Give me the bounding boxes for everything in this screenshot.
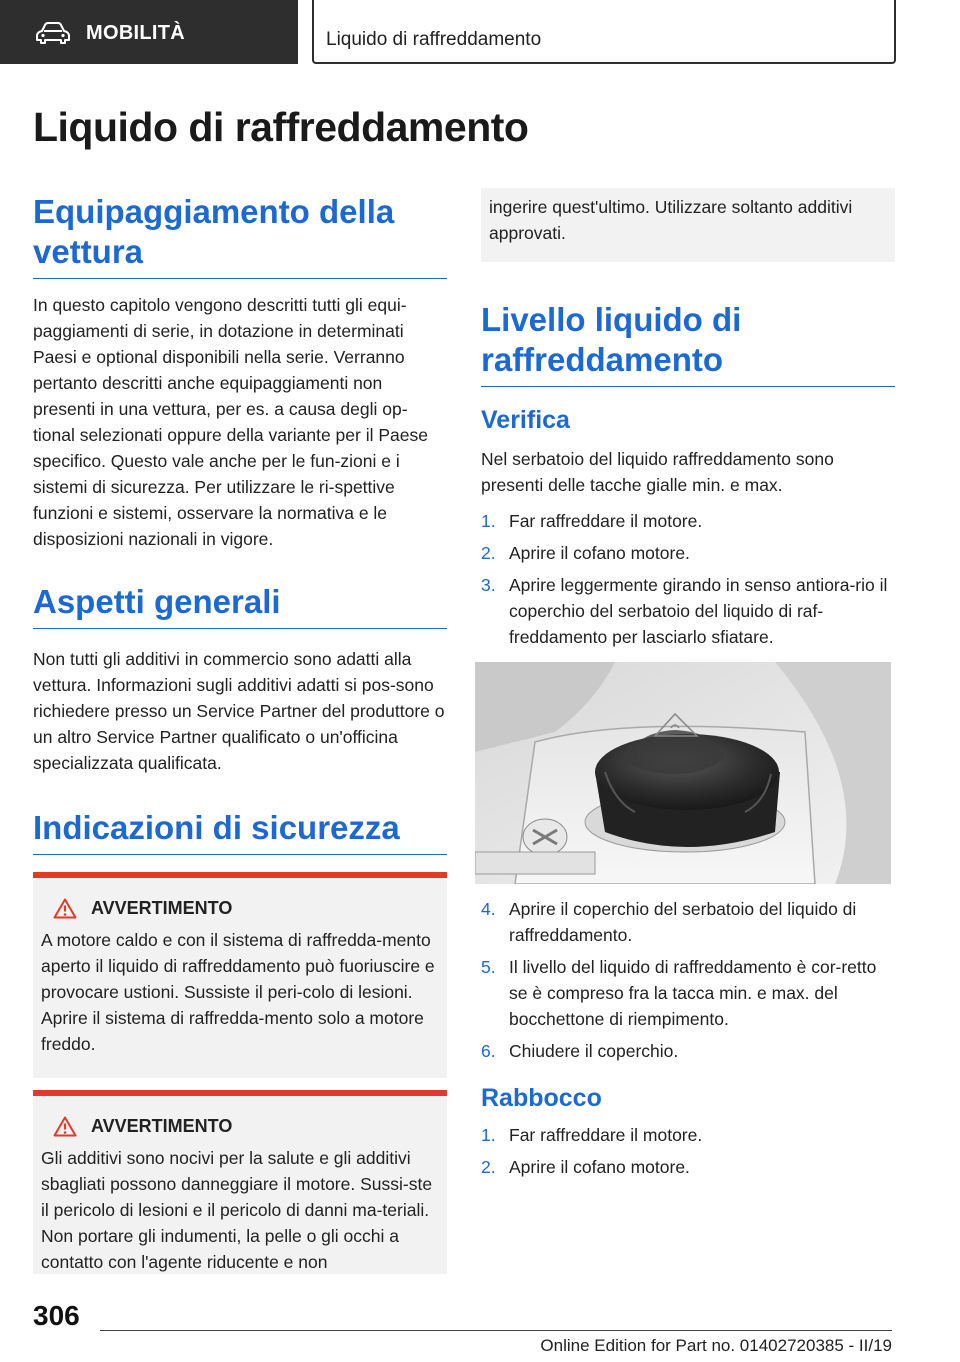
warning-triangle-icon bbox=[53, 898, 77, 919]
chapter-tab bbox=[0, 0, 298, 64]
breadcrumb-label: Liquido di raffreddamento bbox=[326, 29, 542, 50]
heading-equipaggiamento: Equipaggiamento della vettura bbox=[33, 192, 447, 279]
heading-aspetti-generali: Aspetti generali bbox=[33, 582, 447, 629]
car-icon bbox=[36, 22, 70, 44]
warning-box-2 bbox=[33, 1090, 447, 1274]
footer-divider bbox=[100, 1330, 892, 1331]
steps-list-b bbox=[481, 896, 895, 1070]
warning-box-1 bbox=[33, 872, 447, 1078]
page-title: Liquido di raffreddamento bbox=[33, 104, 529, 150]
coolant-cap-photo bbox=[475, 662, 891, 884]
warning-title-1 bbox=[53, 898, 447, 919]
list-item: 2. Aprire il cofano motore. bbox=[481, 543, 690, 563]
aspetti-generali-text: Non tutti gli additivi in commercio sono adatti alla vettura. Informazioni sugli additivi adatti si pos-sono richiedere presso un Service Partner del produttore o un altro Service Partner qualificato o un'officina specializzata qualificata. bbox=[33, 649, 445, 773]
chapter-label: MOBILITÀ bbox=[86, 22, 186, 44]
heading-verifica: Verifica bbox=[481, 406, 570, 434]
verifica-text: Nel serbatoio del liquido raffreddamento sono presenti delle tacche gialle min. e max. bbox=[481, 449, 834, 495]
warning-label-1: AVVERTIMENTO bbox=[91, 898, 233, 918]
list-item: 4. Aprire il coperchio del serbatoio del liquido di raffreddamento. bbox=[481, 899, 857, 945]
list-item: 6. Chiudere il coperchio. bbox=[481, 1041, 679, 1061]
warning-continuation: ingerire quest'ultimo. Utilizzare soltanto additivi approvati. bbox=[481, 188, 895, 262]
list-item: 3. Aprire leggermente girando in senso antiora-rio il coperchio del serbatoio del liquido di raf-freddamento per lasciarlo sfiatare. bbox=[481, 575, 888, 647]
list-item: 2. Aprire il cofano motore. bbox=[481, 1157, 690, 1177]
page-number: 306 bbox=[33, 1300, 80, 1331]
heading-indicazioni-sicurezza: Indicazioni di sicurezza bbox=[33, 808, 447, 855]
steps-list-a bbox=[481, 508, 895, 656]
steps-list-c bbox=[481, 1122, 895, 1186]
footer-edition: Online Edition for Part no. 01402720385 - II/19 bbox=[540, 1336, 892, 1355]
warning-label-2: AVVERTIMENTO bbox=[91, 1116, 233, 1136]
heading-rabbocco: Rabbocco bbox=[481, 1084, 602, 1112]
list-item: 5. Il livello del liquido di raffreddamento è cor-retto se è compreso fra la tacca min. e max. del bocchettone di riempimento. bbox=[481, 957, 877, 1029]
heading-livello-liquido: Livello liquido di raffreddamento bbox=[481, 300, 895, 387]
breadcrumb bbox=[312, 0, 896, 64]
list-item: 1. Far raffreddare il motore. bbox=[481, 1125, 703, 1145]
warning-text-2: Gli additivi sono nocivi per la salute e gli additivi sbagliati possono danneggiare il motore. Sussi-ste il pericolo di lesioni e il pericolo di danni ma-teriali. Non portare gli indumenti, la pelle o gli occhi a contatto con l'agente riducente e non bbox=[41, 1148, 433, 1272]
warning-triangle-icon bbox=[53, 1116, 77, 1137]
list-item: 1. Far raffreddare il motore. bbox=[481, 511, 703, 531]
warning-title-2 bbox=[53, 1116, 447, 1137]
equipaggiamento-text: In questo capitolo vengono descritti tutti gli equi-paggiamenti di serie, in dotazione in determinati Paesi e optional disponibili nella serie. Verranno pertanto descritti anche equipaggiamenti non presenti in una vettura, per es. a causa degli op-tional selezionati oppure della variante per il Paese specifico. Questo vale anche per le fun-zioni e i sistemi di sicurezza. Per utilizzare le ri-spettive funzioni e sistemi, osservare la normativa e le disposizioni nazionali in vigore. bbox=[33, 295, 428, 549]
warning-text-1: A motore caldo e con il sistema di raffredda-mento aperto il liquido di raffreddamento può fuoriuscire e provocare ustioni. Sussiste il peri-colo di lesioni. Aprire il sistema di raffredda-mento solo a motore freddo. bbox=[41, 930, 435, 1054]
